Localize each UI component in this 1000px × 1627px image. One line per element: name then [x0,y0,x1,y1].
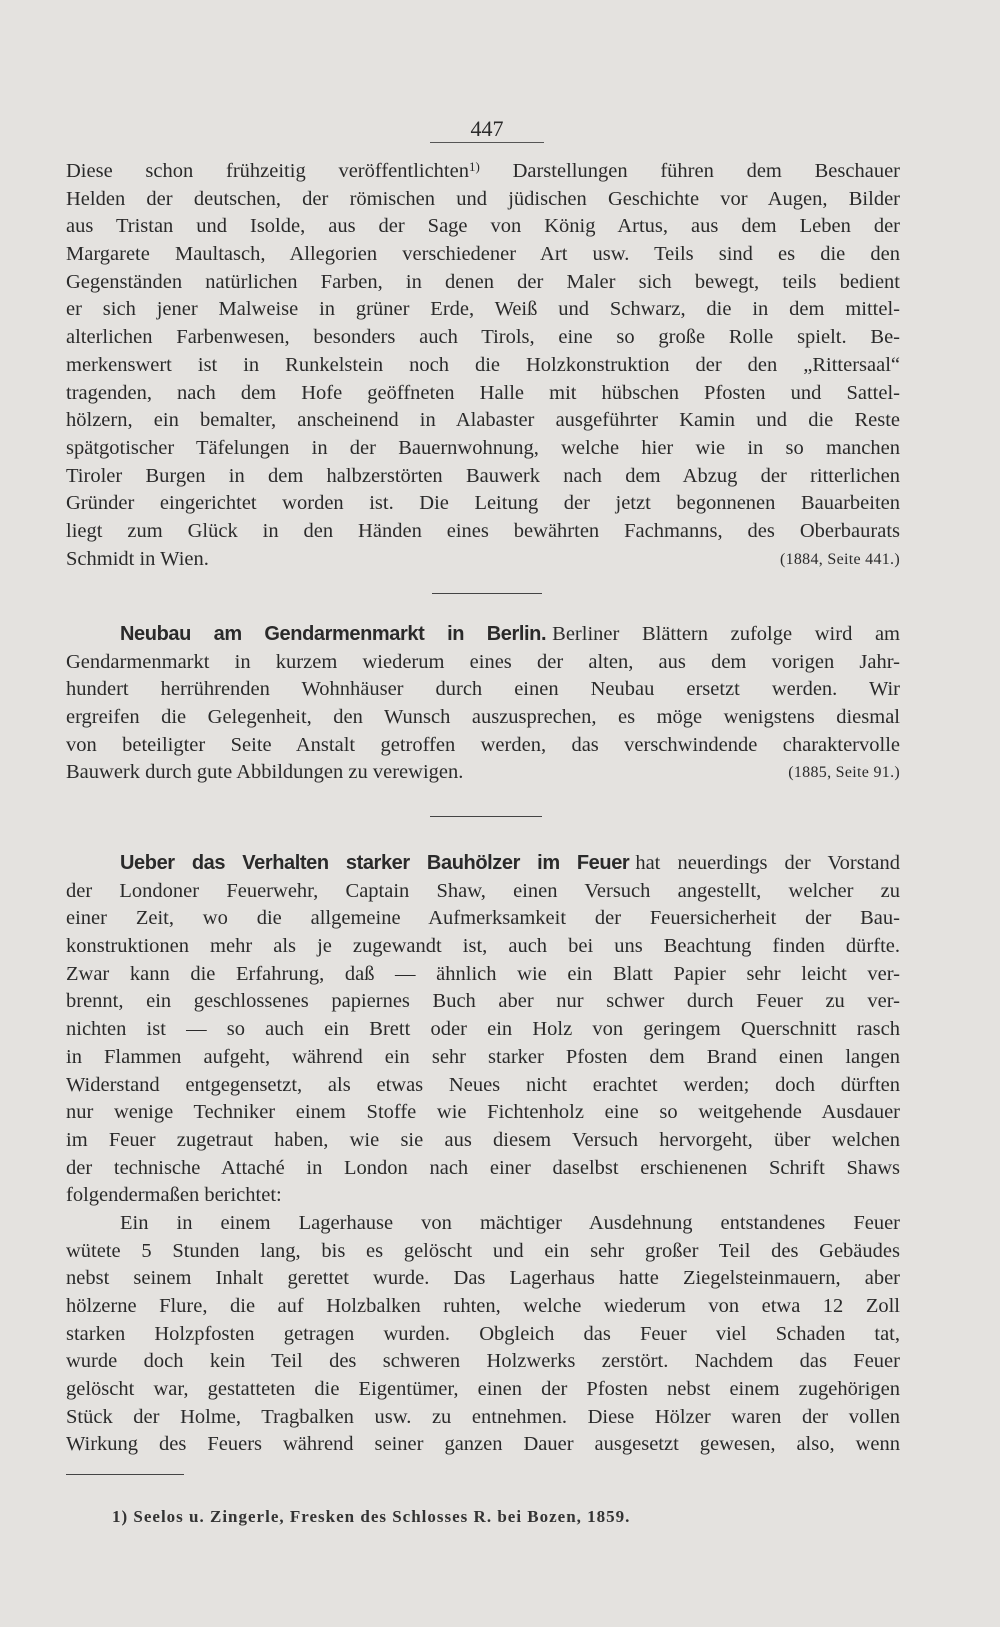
text-line: Bauwerk durch gute Abbildungen zu verewigen. (1885, Seite 91.) [66,759,900,787]
text-line: hundert herrührenden Wohnhäuser durch einen Neubau ersetzt werden. Wir [66,678,900,701]
text-line: brennt, ein geschlossenes papiernes Buch aber nur schwer durch Feuer zu ver- [66,990,900,1013]
section-heading: Ueber das Verhalten starker Bauhölzer im Feuer [120,852,630,874]
text-line: nebst seinem Inhalt gerettet wurde. Das Lagerhaus hatte Ziegelsteinmauern, aber [66,1267,900,1290]
text-line: Wirkung des Feuers während seiner ganzen Dauer ausgesetzt gewesen, also, wenn [66,1433,900,1456]
text-line: liegt zum Glück in den Händen eines bewährten Fachmanns, des Oberbaurats [66,519,900,542]
text-line: Diese schon frühzeitig veröffentlichten$^{1)}$ Darstellungen führen dem Beschauer [66,159,900,182]
section-gendarmenmarkt [66,621,900,787]
text-line: Widerstand entgegensetzt, als etwas Neues nicht erachtet werden; doch dürften [66,1073,900,1096]
section-divider [432,593,542,594]
section-bauhoelzer [66,850,900,1459]
text-line: von beteiligter Seite Anstalt getroffen werden, das verschwindende charaktervolle [66,733,900,756]
text-line: der technische Attaché in London nach einer daselbst erschienenen Schrift Shaws [66,1156,900,1179]
text-line: tragenden, nach dem Hofe geöffneten Halle mit hübschen Pfosten und Sattel- [66,381,900,404]
text-line: Helden der deutschen, der römischen und jüdischen Geschichte vor Augen, Bilder [66,187,900,210]
text-line: er sich jener Malweise in grüner Erde, Weiß und Schwarz, die in dem mittel- [66,298,900,321]
text-line: Tiroler Burgen in dem halbzerstörten Bauwerk nach dem Abzug der ritterlichen [66,464,900,487]
citation: (1885, Seite 91.) [788,764,900,782]
text-line: einer Zeit, wo die allgemeine Aufmerksamkeit der Feuersicherheit der Bau- [66,907,900,930]
text-line: der Londoner Feuerwehr, Captain Shaw, einen Versuch angestellt, welcher zu [66,879,900,902]
text-line: merkenswert ist in Runkelstein noch die Holzkonstruktion der den „Rittersaal“ [66,353,900,376]
text-line: aus Tristan und Isolde, aus der Sage von König Artus, aus dem Leben der [66,215,900,238]
text-line: gelöscht war, gestatteten die Eigentümer, einen der Pfosten nebst einem zugehörigen [66,1378,900,1401]
text-line: spätgotischer Täfelungen in der Bauernwohnung, welche hier wie in so manchen [66,436,900,459]
text-line: wütete 5 Stunden lang, bis es gelöscht und ein sehr großer Teil des Gebäudes [66,1239,900,1262]
footnote-mark: 1) [468,159,480,174]
section-divider [430,816,542,817]
text-line: in Flammen aufgeht, während ein sehr starker Pfosten dem Brand einen langen [66,1045,900,1068]
text-line: hölzerne Flure, die auf Holzbalken ruhten, welche wiederum von etwa 12 Zoll [66,1295,900,1317]
text-line: Ueber das Verhalten starker Bauhölzer im Feuer hat neuerdings der Vorstand [120,852,900,874]
text-line: wurde doch kein Teil des schweren Holzwerks zerstört. Nachdem das Feuer [66,1350,900,1373]
footnote: 1) Seelos u. Zingerle, Fresken des Schlosses R. bei Bozen, 1859. [112,1507,631,1526]
text-line: nur wenige Techniker einem Stoffe wie Fichtenholz eine so weitgehende Ausdauer [66,1101,900,1124]
page-number: 447 [430,116,544,143]
text-line: Stück der Holme, Tragbalken usw. zu entnehmen. Diese Hölzer waren der vollen [66,1405,900,1428]
text-line: nichten ist — so auch ein Brett oder ein Holz von geringem Querschnitt rasch [66,1018,900,1041]
text-line: Neubau am Gendarmenmarkt in Berlin. Berliner Blättern zufolge wird am [120,623,900,645]
section-runkelstein [66,158,900,573]
text-line: Gründer eingerichtet worden ist. Die Leitung der jetzt begonnenen Bauarbeiten [66,492,900,515]
text-line: Schmidt in Wien. (1884, Seite 441.) [66,546,900,574]
text-line: alterlichen Farbenwesen, besonders auch Tirols, eine so große Rolle spielt. Be- [66,326,900,349]
text-line: hölzern, ein bemalter, anscheinend in Alabaster ausgeführter Kamin und die Reste [66,409,900,432]
text-line: folgendermaßen berichtet: [66,1184,282,1207]
footnote-divider [66,1474,184,1475]
text-line: ergreifen die Gelegenheit, den Wunsch auszusprechen, es möge wenigstens diesmal [66,706,900,729]
citation: (1884, Seite 441.) [779,550,900,568]
text-line: Margarete Maultasch, Allegorien verschiedener Art usw. Teils sind es die den [66,243,900,266]
text-line: Gegenständen natürlichen Farben, in denen der Maler sich bewegt, teils bedient [66,270,900,293]
text-line: starken Holzpfosten getragen wurden. Obgleich das Feuer viel Schaden tat, [66,1322,900,1345]
text-line: Zwar kann die Erfahrung, daß — ähnlich wie ein Blatt Papier sehr leicht ver- [66,962,900,985]
text-line: konstruktionen mehr als je zugewandt ist, auch bei uns Beachtung finden dürfte. [66,935,900,958]
section-heading: Neubau am Gendarmenmarkt in Berlin. [120,623,547,645]
text-line: im Feuer zugetraut haben, wie sie aus diesem Versuch hervorgeht, über welchen [66,1128,900,1151]
text-line: Ein in einem Lagerhause von mächtiger Ausdehnung entstandenes Feuer [120,1211,900,1234]
text-line: Gendarmenmarkt in kurzem wiederum eines der alten, aus dem vorigen Jahr- [66,650,900,673]
